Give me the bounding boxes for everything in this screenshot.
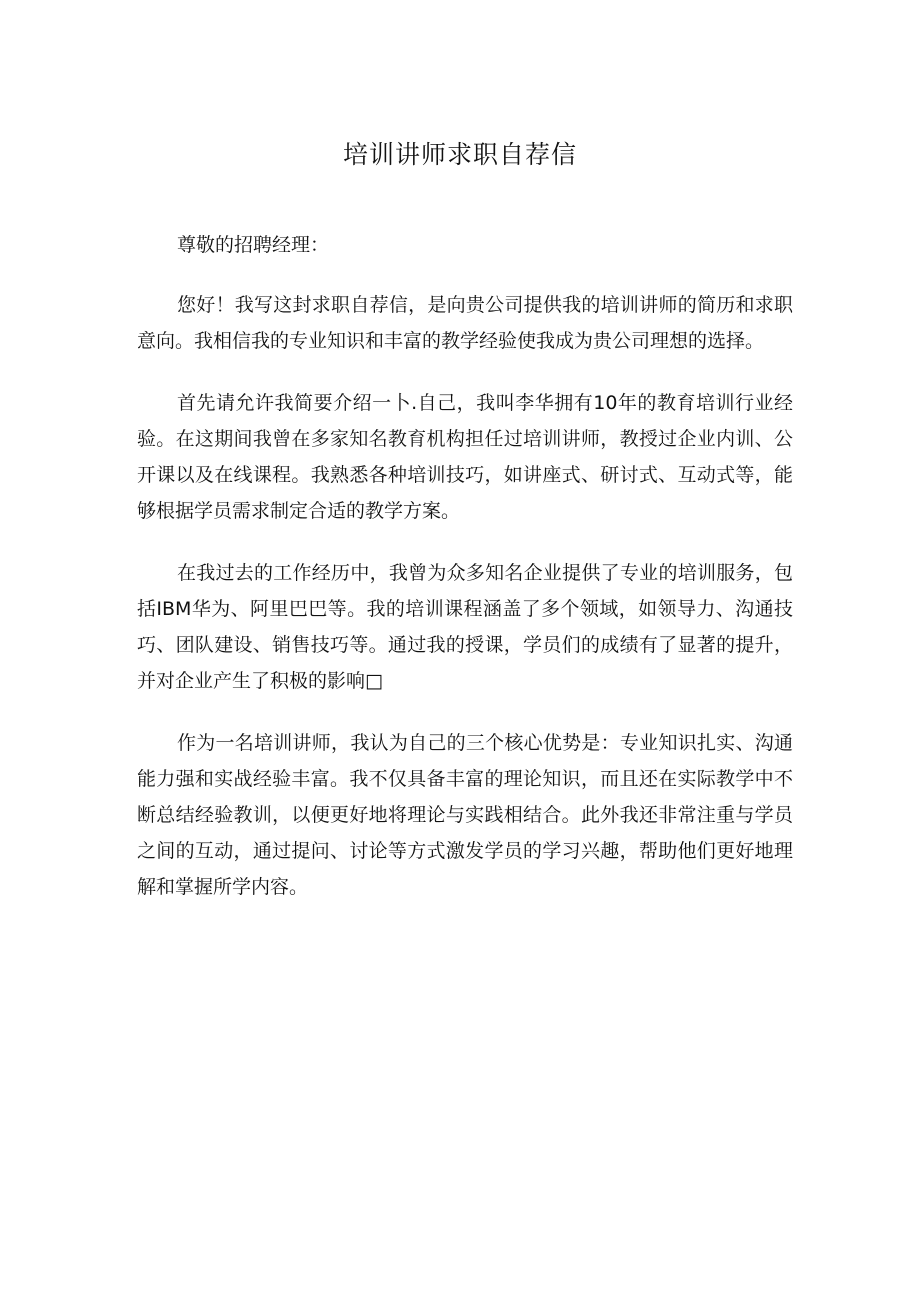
paragraph-introduction: 首先请允许我简要介绍一卜.自己，我叫李华拥有10年的教育培训行业经验。在这期间我曾在多家知名教育机构担任过培训讲师，教授过企业内训、公开课以及在线课程。我熟悉各种培训技巧，如讲座式、研讨式、互动式等，能够根据学员需求制定合适的教学方案。 — [137, 392, 793, 522]
paragraph-greeting: 您好！我写这封求职自荐信，是向贵公司提供我的培训讲师的简历和求职意向。我相信我的专业知识和丰富的教学经验使我成为贵公司理想的选择。 — [137, 294, 793, 352]
salutation: 尊敬的招聘经理： — [177, 234, 330, 256]
document-title: 培训讲师求职自荐信 — [342, 140, 577, 169]
paragraph-experience: 在我过去的工作经历中，我曾为众多知名企业提供了专业的培训服务，包括IBM华为、阿里巴巴等。我的培训课程涵盖了多个领域，如领导力、沟通技巧、团队建设、销售技巧等。通过我的授课，学员们的成绩有了显著的提升，并对企业产生了积极的影响□ — [137, 562, 793, 692]
letter-body — [137, 227, 793, 931]
paragraph-strengths: 作为一名培训讲师，我认为自己的三个核心优势是：专业知识扎实、沟通能力强和实战经验丰富。我不仅具备丰富的理论知识，而且还在实际教学中不断总结经验教训，以便更好地将理论与实践相结合。此外我还非常注重与学员之间的互动，通过提问、讨论等方式激发学员的学习兴趣，帮助他们更好地理解和掌握所学内容。 — [137, 732, 793, 898]
